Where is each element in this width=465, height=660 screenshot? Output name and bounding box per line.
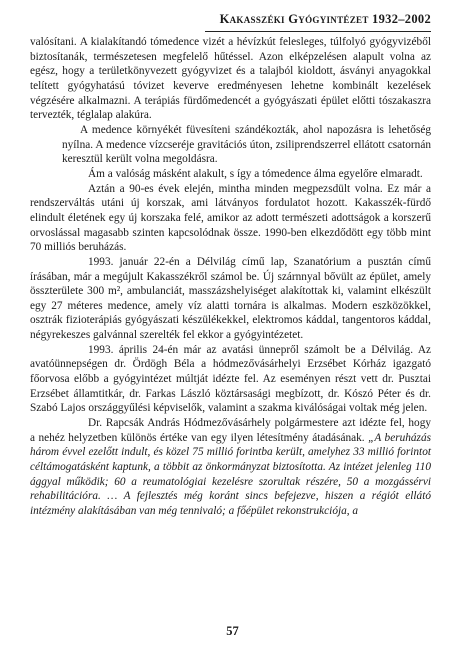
paragraph: A medence környékét füvesíteni szándékozták, ahol napozásra is lehetőség nyílna. A medence vízcseréje gravitációs úton, zsiliprendszerrel ellátott csatornán keresztül került volna megoldásra. — [62, 123, 431, 166]
page-body — [30, 35, 431, 519]
page-number: 57 — [226, 624, 239, 638]
paragraph: 1993. április 24-én már az avatási ünnepről számolt be a Délvilág. Az avatóünnepségen dr. Ördögh Béla a hódmezővásárhelyi Erzsébet Kórház igazgató főorvosa előbb a gyógyintézet múltját idézte fel. Az eseményen részt vett dr. Pusztai Erzsébet államtitkár, dr. Farkas László köztársasági megbízott, dr. Kószó Péter és dr. Szabó Lajos országgyűlési képviselők, valamint a szakma kiválóságai voltak még jelen. — [30, 343, 431, 415]
paragraph-continued: valósítani. A kialakítandó tómedence vizét a hévízkút felesleges, túlfolyó gyógyvizéből biztosítanák, természetesen megfelelő hűtéssel. Azon elképzelésen alapult volna az egész, hogy a területkönyvezett gyógyvizet és a talajból kioldott, ásványi anyagokkal telített gyógyhatású tóvizet keverve eredményesen lehetne kombinált kezelések végzésére alkalmazni. A terápiás fürdőmedencét a gyógyászati épület előtti tószakaszra tervezték, téglalap alakúra. — [30, 36, 431, 122]
header-rule — [205, 31, 431, 32]
quoted-passage: „A beruházás három évvel ezelőtt indult, és közel 75 millió forintba került, amelyhez 33 millió forintot céltámogatásként kaptunk, a többit az önkormányzat biztosította. Az intézet jelenleg 110 ággyal működik; 60 a reumatológiai kezelésre szorultak részére, 50 a mozgássérvi rehabilitációra. … A fejlesztés még koránt sincs befejezve, hiszen a régiót ellátó intézmény alakításában van még tennivaló; a főépület rekonstrukciója, a — [30, 431, 431, 517]
paragraph: 1993. január 22-én a Délvilág című lap, Szanatórium a pusztán című írásában, már a megújult Kakasszékről számol be. Új szárnnyal bővült az épület, amely összterülete 300 m², ambulanciát, masszázshelyiséget alakítottak ki, valamint elkészült egy 27 méteres medence, amely víz alatti tornára is alkalmas. Modern eszközökkel, osztrák fizioterápiás gyógyászati készülékekkel, elektromos káddal, tangentoros káddal, négyrekeszes galvánnal szerelték fel ekkor a gyógyintézetet. — [30, 255, 431, 342]
paragraph: Aztán a 90-es évek elején, mintha minden megpezsdült volna. Ez már a rendszerváltás utáni új korszak, ami látványos fordulatot hozott. Kakasszék-fürdő elindult életének egy új korszaka felé, amikor az adott természeti adottságok a korszerű orvoslással magasabb szinten kapcsolódnak össze. 1990-ben elkezdődött egy több mint 70 milliós beruházás. — [30, 182, 431, 254]
running-header-title: Kakasszéki Gyógyintézet 1932–2002 — [219, 12, 431, 26]
paragraph-with-quote: Dr. Rapcsák András Hódmezővásárhely polgármestere azt idézte fel, hogy a nehéz helyzetben különös értéke van egy ilyen létesítmény átadásának. „A beruházás három évvel ezelőtt indult, és közel 75 millió forintba került, amelyhez 33 millió forintot céltámogatásként kaptunk, a többit az önkormányzat biztosította. Az intézet jelenleg 110 ággyal működik; 60 a reumatológiai kezelésre szorultak részére, 50 a mozgássérvi rehabilitációra. … A fejlesztés még koránt sincs befejezve, hiszen a régiót ellátó intézmény alakításában van még tennivaló; a főépület rekonstrukciója, a — [30, 417, 431, 517]
paragraph: Ám a valóság másként alakult, s így a tómedence álma egyelőre elmaradt. — [88, 167, 423, 180]
running-header — [205, 12, 431, 30]
